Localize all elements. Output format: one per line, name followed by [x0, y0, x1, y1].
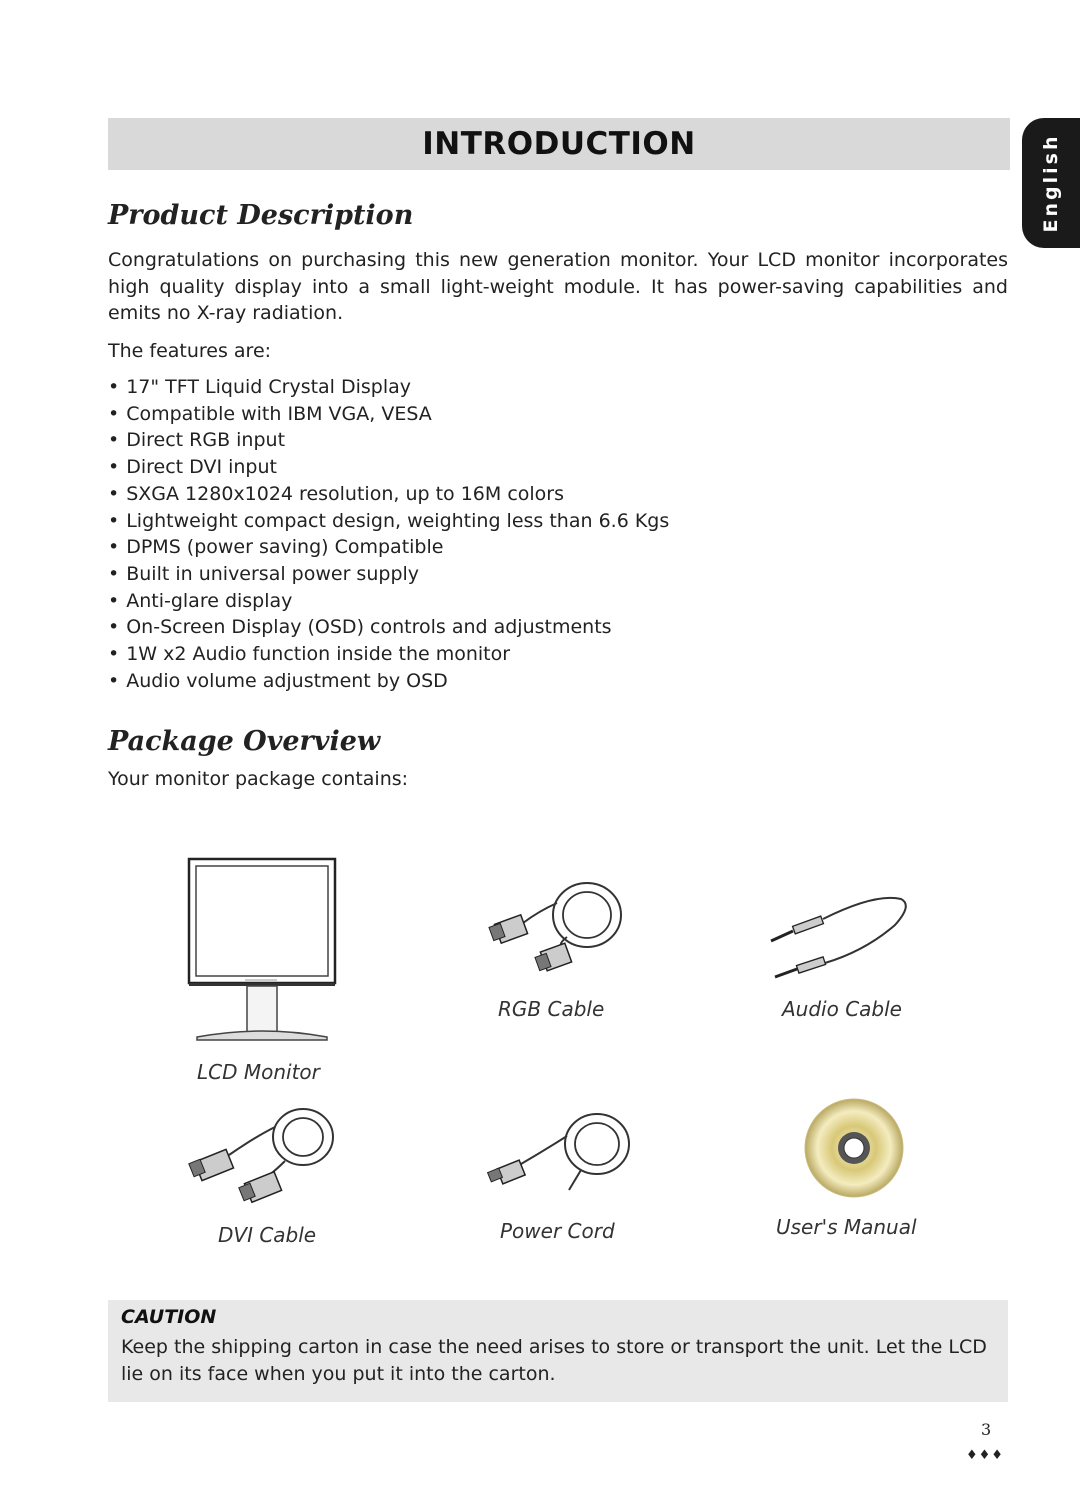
features-intro: The features are:	[108, 340, 272, 362]
power-cord-label: Power Cord	[500, 1219, 615, 1243]
caution-title: CAUTION	[121, 1306, 217, 1328]
caution-box	[108, 1300, 1008, 1402]
rgb-cable-label: RGB Cable	[498, 997, 605, 1021]
feature-item: • Direct DVI input	[108, 454, 669, 481]
feature-item: • SXGA 1280x1024 resolution, up to 16M colors	[108, 481, 669, 508]
page-number: 3	[981, 1420, 992, 1439]
audio-cable-label: Audio Cable	[782, 997, 902, 1021]
product-description-paragraph: Congratulations on purchasing this new generation monitor. Your LCD monitor incorporates high quality display into a small light-weight module. It has power-saving capabilities and emits no X-ray radiation.	[108, 249, 1008, 324]
feature-item: • 1W x2 Audio function inside the monitor	[108, 641, 669, 668]
package-overview-heading: Package Overview	[108, 726, 381, 757]
feature-item: • Audio volume adjustment by OSD	[108, 668, 669, 695]
power-cord-illustration	[485, 1110, 635, 1195]
feature-item: • Direct RGB input	[108, 427, 669, 454]
package-overview-intro: Your monitor package contains:	[108, 768, 409, 790]
language-tab	[1022, 118, 1080, 248]
feature-item: • 17" TFT Liquid Crystal Display	[108, 374, 669, 401]
product-description-heading: Product Description	[108, 200, 414, 231]
feature-item: • DPMS (power saving) Compatible	[108, 534, 669, 561]
users-manual-cd-illustration	[803, 1097, 905, 1199]
page-title: INTRODUCTION	[422, 126, 696, 162]
rgb-cable-illustration	[487, 875, 632, 980]
lcd-monitor-label: LCD Monitor	[197, 1060, 320, 1084]
dvi-cable-illustration	[185, 1105, 340, 1210]
footer-ornament: ♦♦♦	[966, 1448, 1004, 1463]
audio-cable-illustration	[765, 885, 915, 985]
title-banner	[108, 118, 1010, 170]
users-manual-label: User's Manual	[776, 1215, 917, 1239]
features-list	[108, 374, 669, 694]
feature-item: • Lightweight compact design, weighting less than 6.6 Kgs	[108, 508, 669, 535]
feature-item: • Built in universal power supply	[108, 561, 669, 588]
feature-item: • Anti-glare display	[108, 588, 669, 615]
lcd-monitor-illustration	[185, 855, 345, 1045]
feature-item: • Compatible with IBM VGA, VESA	[108, 401, 669, 428]
dvi-cable-label: DVI Cable	[218, 1223, 317, 1247]
caution-text: Keep the shipping carton in case the need arises to store or transport the unit. Let the LCD lie on its face when you put it into the carton.	[121, 1336, 987, 1385]
feature-item: • On-Screen Display (OSD) controls and adjustments	[108, 614, 669, 641]
language-tab-label: English	[1040, 133, 1062, 233]
